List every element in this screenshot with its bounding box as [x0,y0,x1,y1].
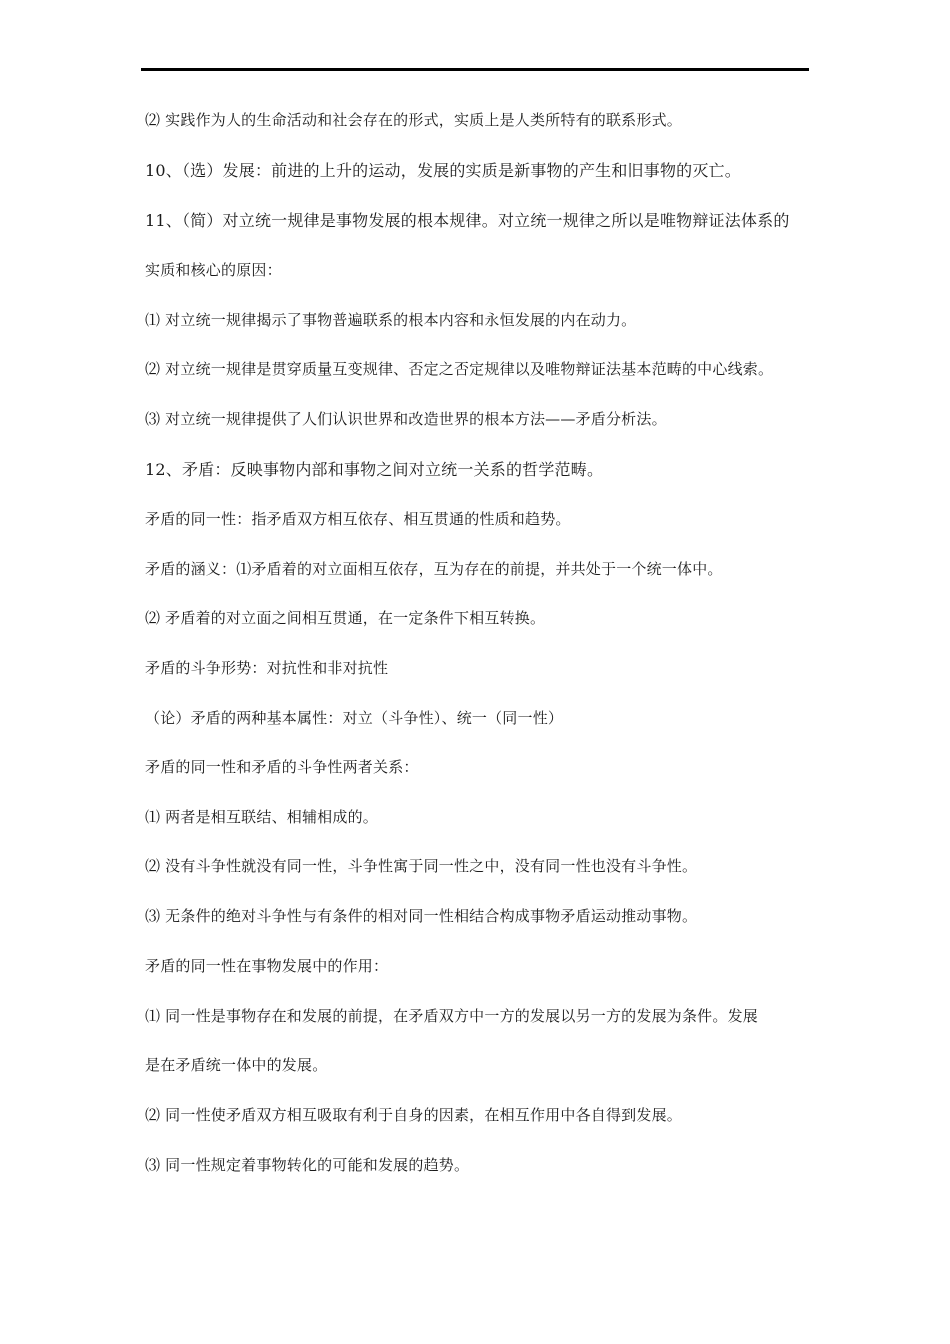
text-line-19: ⑴ 同一性是事物存在和发展的前提，在矛盾双方中一方的发展以另一方的发展为条件。发展 [145,1007,758,1025]
text-line-20: 是在矛盾统一体中的发展。 [145,1056,328,1074]
text-line-15: ⑴ 两者是相互联结、相辅相成的。 [145,808,378,826]
text-line-22: ⑶ 同一性规定着事物转化的可能和发展的趋势。 [145,1156,470,1174]
text-line-11: ⑵ 矛盾着的对立面之间相互贯通，在一定条件下相互转换。 [145,609,546,627]
text-line-4: 实质和核心的原因： [145,261,282,279]
text-line-6: ⑵ 对立统一规律是贯穿质量互变规律、否定之否定规律以及唯物辩证法基本范畴的中心线索。 [145,360,774,378]
text-line-21: ⑵ 同一性使矛盾双方相互吸取有利于自身的因素，在相互作用中各自得到发展。 [145,1106,682,1124]
text-line-18: 矛盾的同一性在事物发展中的作用： [145,957,389,975]
text-line-16: ⑵ 没有斗争性就没有同一性，斗争性寓于同一性之中，没有同一性也没有斗争性。 [145,857,698,875]
text-line-10: 矛盾的涵义：⑴矛盾着的对立面相互依存，互为存在的前提，并共处于一个统一体中。 [145,560,723,578]
text-line-13: （论）矛盾的两种基本属性：对立（斗争性）、统一（同一性） [145,709,564,727]
text-line-5: ⑴ 对立统一规律揭示了事物普遍联系的根本内容和永恒发展的内在动力。 [145,311,637,329]
text-line-9: 矛盾的同一性：指矛盾双方相互依存、相互贯通的性质和趋势。 [145,510,571,528]
text-line-2: 10、（选）发展：前进的上升的运动，发展的实质是新事物的产生和旧事物的灭亡。 [145,161,741,180]
text-line-8: 12、矛盾：反映事物内部和事物之间对立统一关系的哲学范畴。 [145,460,604,479]
text-line-7: ⑶ 对立统一规律提供了人们认识世界和改造世界的根本方法——矛盾分析法。 [145,410,667,428]
header-rule [141,68,809,71]
text-line-17: ⑶ 无条件的绝对斗争性与有条件的相对同一性相结合构成事物矛盾运动推动事物。 [145,907,698,925]
text-line-12: 矛盾的斗争形势：对抗性和非对抗性 [145,659,389,677]
text-line-3: 11、（简）对立统一规律是事物发展的根本规律。对立统一规律之所以是唯物辩证法体系的 [145,211,790,230]
text-line-1: ⑵ 实践作为人的生命活动和社会存在的形式，实质上是人类所特有的联系形式。 [145,111,682,129]
text-line-14: 矛盾的同一性和矛盾的斗争性两者关系： [145,758,419,776]
